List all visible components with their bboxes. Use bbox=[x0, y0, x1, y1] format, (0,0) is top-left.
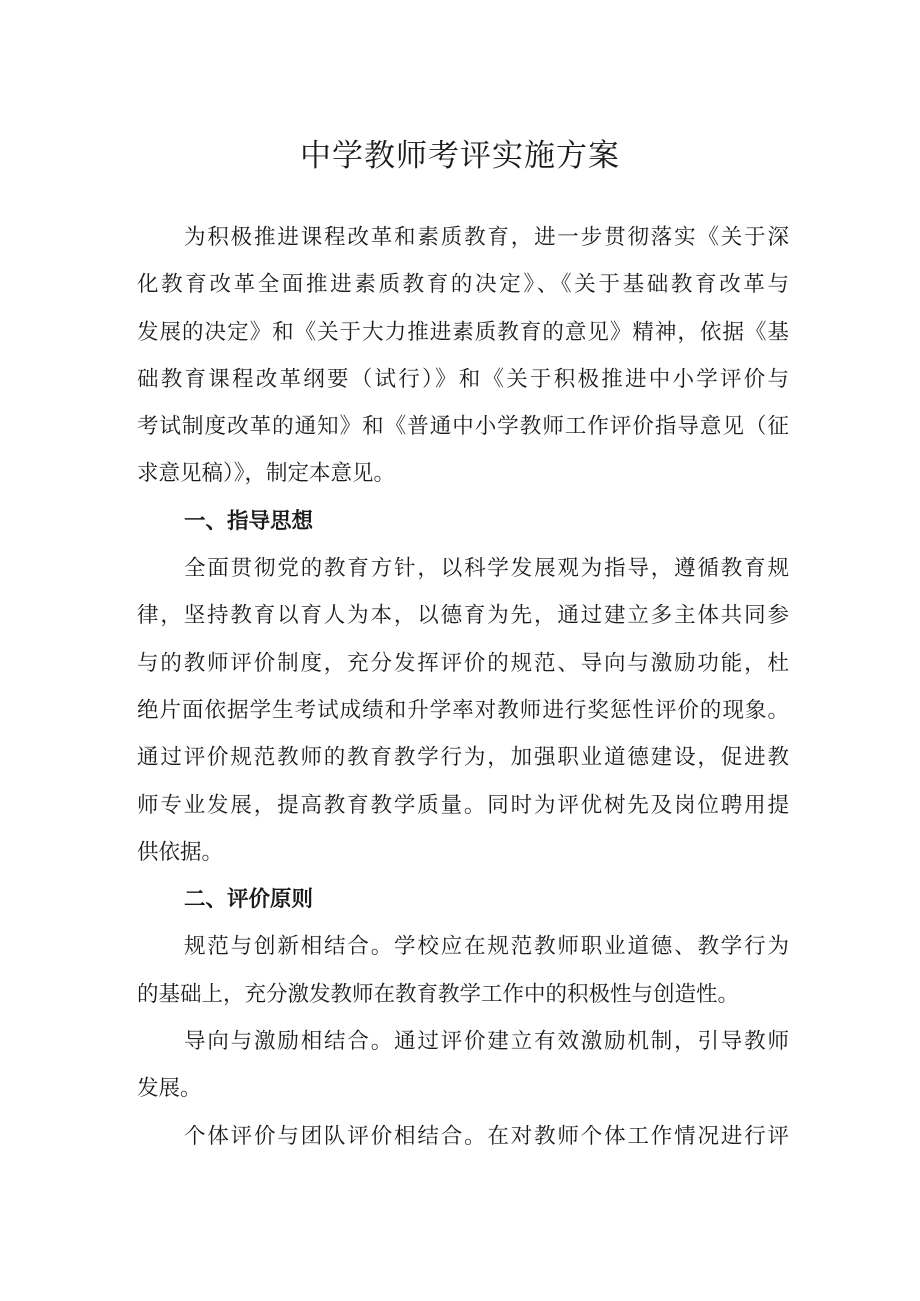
section-heading: 一、指导思想 bbox=[184, 508, 314, 534]
intro-line: 础教育课程改革纲要（试行）》和《关于积极推进中小学评价与 bbox=[137, 366, 789, 392]
document-body bbox=[137, 214, 789, 1160]
paragraph-line: 通过评价规范教师的教育教学行为，加强职业道德建设，促进教 bbox=[137, 745, 789, 771]
paragraph-line: 导向与激励相结合。通过评价建立有效激励机制，引导教师 bbox=[184, 1029, 789, 1055]
intro-line: 化教育改革全面推进素质教育的决定》、《关于基础教育改革与 bbox=[137, 272, 789, 298]
paragraph-line: 与的教师评价制度，充分发挥评价的规范、导向与激励功能，杜 bbox=[137, 650, 789, 676]
intro-line: 发展的决定》和《关于大力推进素质教育的意见》精神，依据《基 bbox=[137, 319, 789, 345]
paragraph-line: 的基础上，充分激发教师在教育教学工作中的积极性与创造性。 bbox=[137, 981, 740, 1007]
paragraph-line: 供依据。 bbox=[137, 839, 224, 865]
paragraph-line: 律，坚持教育以育人为本，以德育为先，通过建立多主体共同参 bbox=[137, 603, 789, 629]
paragraph-line: 绝片面依据学生考试成绩和升学率对教师进行奖惩性评价的现象。 bbox=[137, 697, 789, 723]
intro-line: 为积极推进课程改革和素质教育，进一步贯彻落实《关于深 bbox=[184, 225, 789, 250]
paragraph-line: 全面贯彻党的教育方针，以科学发展观为指导，遵循教育规 bbox=[184, 556, 789, 582]
document-title: 中学教师考评实施方案 bbox=[300, 138, 620, 174]
section-heading: 二、评价原则 bbox=[184, 887, 314, 913]
paragraph-line: 个体评价与团队评价相结合。在对教师个体工作情况进行评 bbox=[184, 1123, 789, 1149]
paragraph-line: 师专业发展，提高教育教学质量。同时为评优树先及岗位聘用提 bbox=[137, 792, 789, 818]
paragraph-line: 发展。 bbox=[137, 1076, 202, 1102]
intro-line: 考试制度改革的通知》和《普通中小学教师工作评价指导意见（征 bbox=[137, 414, 789, 440]
paragraph-line: 规范与创新相结合。学校应在规范教师职业道德、教学行为 bbox=[184, 934, 789, 960]
intro-line: 求意见稿）》，制定本意见。 bbox=[137, 461, 396, 487]
